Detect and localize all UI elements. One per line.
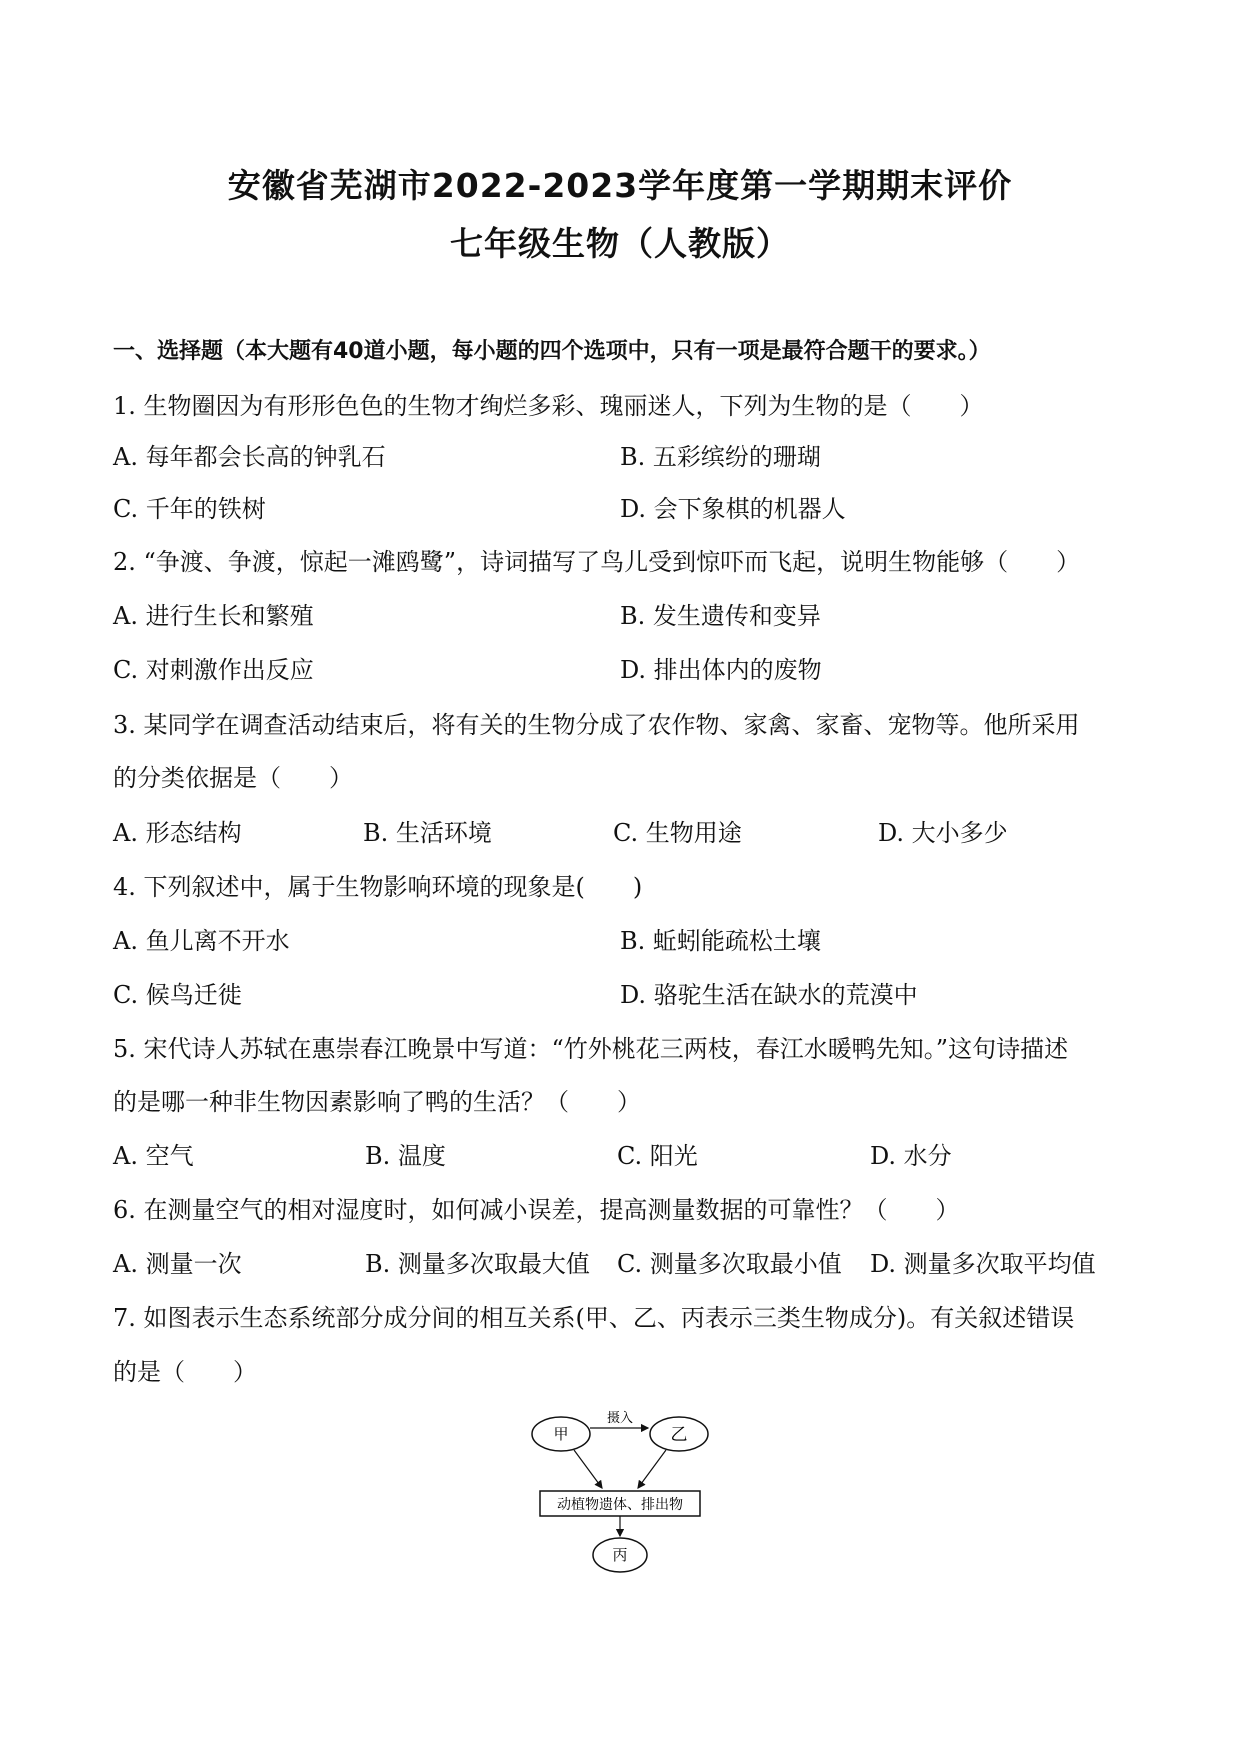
question-6-option-a: A. 测量一次	[113, 1250, 242, 1278]
question-4-option-d: D. 骆驼生活在缺水的荒漠中	[620, 981, 918, 1009]
question-6-option-c: C. 测量多次取最小值	[617, 1250, 842, 1278]
question-1-option-d: D. 会下象棋的机器人	[620, 495, 846, 523]
question-6-option-b: B. 测量多次取最大值	[365, 1250, 590, 1278]
question-4-option-c: C. 候鸟迁徙	[113, 981, 242, 1009]
node-yi-label: 乙	[670, 1425, 688, 1445]
question-5-option-a: A. 空气	[113, 1142, 194, 1170]
question-2-option-c: C. 对刺激作出反应	[113, 656, 314, 684]
arrow-jia-to-box	[574, 1450, 602, 1488]
question-2-option-b: B. 发生遗传和变异	[620, 602, 821, 630]
arrow-yi-to-box	[638, 1450, 666, 1488]
question-5-stem-line-1: 5. 宋代诗人苏轼在惠崇春江晚景中写道：“竹外桃花三两枝，春江水暖鸭先知。”这句诗描述	[113, 1035, 1069, 1063]
question-2-stem: 2. “争渡、争渡，惊起一滩鸥鹭”，诗词描写了鸟儿受到惊吓而飞起，说明生物能够（ ）	[113, 548, 1081, 576]
exam-title: 安徽省芜湖市2022-2023学年度第一学期期末评价	[227, 166, 1013, 205]
question-5-stem-line-2: 的是哪一种非生物因素影响了鸭的生活？（ ）	[113, 1088, 641, 1116]
question-5-option-c: C. 阳光	[617, 1142, 698, 1170]
question-1-option-a: A. 每年都会长高的钟乳石	[113, 443, 386, 471]
question-5-option-d: D. 水分	[870, 1142, 952, 1170]
question-1-option-c: C. 千年的铁树	[113, 495, 266, 523]
question-7-stem-line-1: 7. 如图表示生态系统部分成分间的相互关系(甲、乙、丙表示三类生物成分)。有关叙述错误	[113, 1304, 1075, 1332]
question-3-option-d: D. 大小多少	[878, 819, 1008, 847]
exam-subtitle: 七年级生物（人教版）	[450, 224, 790, 263]
question-3-option-a: A. 形态结构	[113, 819, 242, 847]
node-jia-label: 甲	[553, 1425, 569, 1443]
question-6-stem: 6. 在测量空气的相对湿度时，如何减小误差，提高测量数据的可靠性？（ ）	[113, 1196, 960, 1224]
question-3-option-b: B. 生活环境	[363, 819, 492, 847]
question-5-option-b: B. 温度	[365, 1142, 446, 1170]
node-bing-label: 丙	[612, 1546, 628, 1564]
question-3-option-c: C. 生物用途	[613, 819, 742, 847]
question-6-option-d: D. 测量多次取平均值	[870, 1250, 1096, 1278]
question-2-option-d: D. 排出体内的废物	[620, 656, 822, 684]
question-1-stem: 1. 生物圈因为有形形色色的生物才绚烂多彩、瑰丽迷人，下列为生物的是（ ）	[113, 392, 984, 420]
question-4-option-b: B. 蚯蚓能疏松土壤	[620, 927, 821, 955]
section-heading: 一、选择题（本大题有40道小题，每小题的四个选项中，只有一项是最符合题干的要求。）	[113, 339, 991, 364]
question-3-stem-line-2: 的分类依据是（ ）	[113, 764, 353, 792]
ecosystem-diagram	[530, 1398, 710, 1578]
question-7-stem-line-2: 的是（ ）	[113, 1358, 257, 1386]
question-4-stem: 4. 下列叙述中，属于生物影响环境的现象是( )	[113, 873, 643, 901]
question-1-option-b: B. 五彩缤纷的珊瑚	[620, 443, 821, 471]
question-4-option-a: A. 鱼儿离不开水	[113, 927, 290, 955]
remains-box-label: 动植物遗体、排出物	[557, 1497, 683, 1513]
arrow-label-intake: 摄入	[606, 1411, 634, 1426]
question-2-option-a: A. 进行生长和繁殖	[113, 602, 314, 630]
question-3-stem-line-1: 3. 某同学在调查活动结束后，将有关的生物分成了农作物、家禽、家畜、宠物等。他所采用	[113, 711, 1080, 739]
